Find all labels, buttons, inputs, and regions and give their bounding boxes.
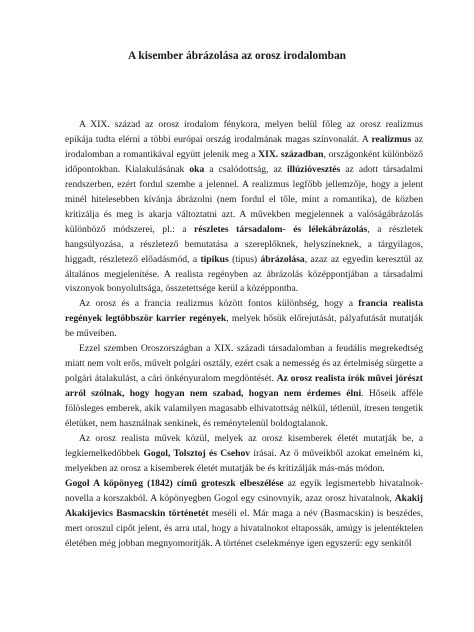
text-run: , országonként különböző időpontokban. Kialakulásának bbox=[65, 148, 423, 175]
body-paragraph bbox=[65, 118, 423, 297]
text-run: (típus) bbox=[228, 253, 261, 265]
body-paragraph bbox=[65, 477, 423, 552]
text-run: írásai. Az ő műveikből azokat emelném ki, melyekben az orosz a kisemberek életét mutatják be és kritizálják más-más módon. bbox=[65, 447, 423, 474]
text-run: , melyek hősük előrejutását, pályafutását mutatják be műveiben. bbox=[65, 313, 423, 340]
bold-text-run: XIX. században bbox=[258, 148, 324, 160]
bold-text-run: Akakij Akakijevics Basmacskin történetét bbox=[65, 492, 423, 519]
bold-text-run: ábrázolása bbox=[260, 253, 305, 265]
text-run: , azaz az egyedin keresztül az általános megjelenítése. A realista regényben az ábrázolás középpontjában a társadalmi viszonyok bonyolultsága, összetettsége kerül a középpontba. bbox=[65, 253, 423, 295]
text-run: az adott társadalmi rendszerben, ezért fordul szembe a jelennel. A realizmus legfőbb jellemzője, hogy a jelent minél hitelesebben kívánja ábrázolni (nem fordul el tőle, mint a romantika), de közben kritizálja és meg is akarja változtatni azt. A művekben megjelennek a valóságábrázolás különböző módszerei, pl.: a bbox=[65, 163, 423, 235]
bold-text-run: Gogol, Tolsztoj és Csehov bbox=[143, 447, 251, 459]
body-paragraph bbox=[65, 297, 423, 342]
text-run: a csalódottság, az bbox=[204, 163, 287, 175]
text-run: . Hőseik afféle fölösleges emberek, akik valamilyen magasabb elhivatottság nélkül, tétlenül, ítresen tengetik életüket, nem használnak senkinek, és reménytelenül boldogtalanok. bbox=[65, 388, 423, 430]
bold-text-run: tipikus bbox=[200, 253, 229, 265]
text-run: A XIX. század az orosz irodalom fénykora, melyen belül főleg az orosz realizmus epikája tudta elérni a többi európai ország irodalmának magas színvonalát. A bbox=[65, 119, 423, 145]
bold-text-run: oka bbox=[189, 163, 205, 175]
text-run: az irodalomban a romantikával együtt jelenik meg a bbox=[65, 133, 423, 160]
body-paragraph bbox=[65, 342, 423, 432]
document-title: A kisember ábrázolása az orosz irodalomban bbox=[127, 50, 346, 62]
text-run: , a részletek hangsúlyozása, a részletező bemutatása a szereplőknek, helyszíneknek, a tárgyilagos, higgadt, részletező előadásmód, a bbox=[65, 223, 424, 265]
document-body bbox=[65, 118, 423, 552]
text-run: Az orosz és a francia realizmus között fontos különbség, hogy a bbox=[79, 298, 359, 310]
bold-text-run: részletes társadalom- és lélekábrázolás bbox=[194, 223, 368, 235]
body-paragraph bbox=[65, 432, 423, 477]
bold-text-run: francia realista regények legtöbbször karrier regények bbox=[65, 298, 423, 325]
text-run: Ezzel szemben Oroszországban a XIX. századi társadalomban a feudális megrekedtség miatt nem volt erős, művelt polgári osztály, ezért csak a nemesség és az értelmiség sürgette a polgári átalakulást, a cári önkényuralom megdöntését. bbox=[65, 343, 423, 385]
text-run: az egyik legismertebb hivatalnok-novella a korszakból. A köpönyegben Gogol egy csinovnyik, azaz orosz hivatalnok, bbox=[65, 477, 424, 504]
bold-text-run: realizmus bbox=[371, 133, 412, 145]
text-run: Az orosz realista művek közül, melyek az orosz kisemberek életét mutatják be, a legkiemelkedőbbek bbox=[65, 433, 423, 459]
text-run: meséli el. Már maga a név (Basmacskin) is beszédes, mert oroszul cipőt jelent, és arra utal, hogy a hivatalnokot eltapossák, amúgy is jelentéktelen életében még jobban megnyomorítják. A történet cselekménye igen egyszerű: egy senkitől bbox=[65, 507, 423, 549]
bold-text-run: Az orosz realista írók művei jórészt arról szólnak, hogy hogyan nem szabad, hogyan nem érdemes élni bbox=[65, 373, 423, 400]
bold-text-run: illúzióvesztés bbox=[286, 163, 341, 175]
bold-text-run: Gogol A köpönyeg (1842) című groteszk elbeszélése bbox=[65, 477, 284, 489]
